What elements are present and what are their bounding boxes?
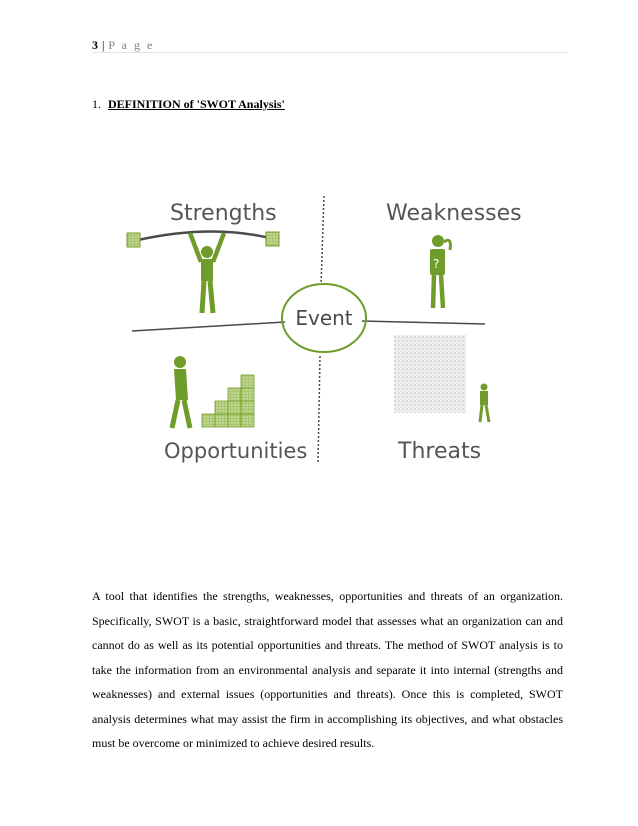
section-heading [92,97,285,112]
page-header [92,38,154,53]
question-mark: ? [433,257,440,271]
vertical-axis-bottom [318,356,320,463]
header-divider [92,52,567,53]
page-number: 3 [92,38,99,52]
threats-figure [480,384,489,423]
section-number: 1. [92,97,101,111]
event-label: Event [295,306,353,330]
strengths-figure [127,231,279,313]
weaknesses-figure [430,235,450,308]
opportunities-figure [172,356,254,428]
horizontal-axis-left [132,322,285,331]
threats-box [394,335,466,413]
page-label: P a g e [108,38,155,52]
horizontal-axis-right [362,321,485,324]
threats-label: Threats [398,439,482,464]
opportunities-label: Opportunities [164,439,308,463]
vertical-axis-top [321,196,324,285]
strengths-label: Strengths [170,201,277,226]
weaknesses-label: Weaknesses [386,201,522,226]
page-separator: | [102,38,105,52]
section-title: DEFINITION of 'SWOT Analysis' [108,97,285,111]
swot-diagram [150,188,522,478]
definition-paragraph: A tool that identifies the strengths, weaknesses, opportunities and threats of an organization. Specifically, SWOT is a basic, straightforward model that assesses what an organization can and cannot do as well as its potential opportunities and threats. The method of SWOT analysis is to take the information from an environmental analysis and separate it into internal (strengths and weaknesses) and external issues (opportunities and threats). Once this is completed, SWOT analysis determines what may assist the firm in accomplishing its objectives, and what obstacles must be overcome or minimized to achieve desired results. [92,589,563,750]
